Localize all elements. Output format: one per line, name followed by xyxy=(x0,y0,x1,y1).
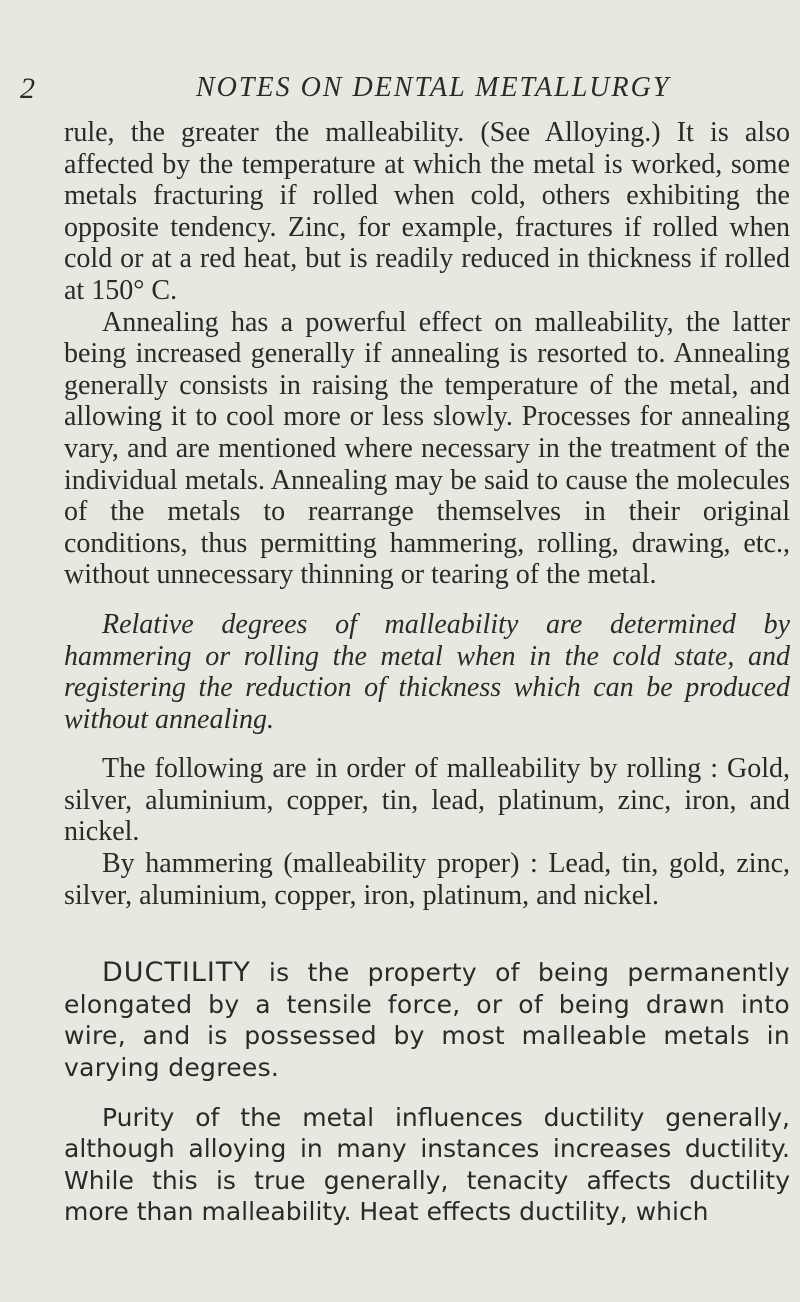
paragraph-annealing: Annealing has a powerful effect on malleability, the latter being increased generally if annealing is resorted to. Annealing generally consists in raising the temperature of the metal, and allowing it to cool more or less slowly. Processes for annealing vary, and are mentioned where necessary in the treatment of the individual metals. Annealing may be said to cause the molecules of the metals to rearrange themselves in their original conditions, thus permitting hammering, rolling, drawing, etc., without unnecessary thinning or tearing of the metal. xyxy=(64,306,790,591)
paragraph-rolling-order: The following are in order of malleability by rolling : Gold, silver, aluminium, copper, tin, lead, platinum, zinc, iron, and nickel. xyxy=(64,753,790,848)
paragraph-relative-degrees: Relative degrees of malleability are determined by hammering or rolling the metal when in the cold state, and registering the reduction of thickness which can be produced without annealing. xyxy=(64,608,790,735)
paragraph-temperature: rule, the greater the malleability. (See Alloying.) It is also affected by the temperature at which the metal is worked, some metals fracturing if rolled when cold, others exhibiting the opposite tendency. Zinc, for example, fractures if rolled when cold or at a red heat, but is readily reduced in thickness if rolled at 150° C. xyxy=(64,117,790,306)
paragraph-hammering-order: By hammering (malleability proper) : Lead, tin, gold, zinc, silver, aluminium, copper, iron, platinum, and nickel. xyxy=(64,848,790,911)
running-head xyxy=(20,72,790,112)
ductility-definition: is the property of being permanently elongated by a tensile force, or of being drawn into wire, and is possessed by most malleable metals in varying degrees. xyxy=(64,958,790,1083)
body-text xyxy=(64,117,790,1228)
running-title: NOTES ON DENTAL METALLURGY xyxy=(196,72,671,103)
ductility-term: DUCTILITY xyxy=(102,957,251,989)
paragraph-purity: Purity of the metal influences ductility generally, although alloying in many instances increases ductility. While this is true generally, tenacity affects ductility more than malleability. Heat effects ductility, which xyxy=(64,1102,790,1227)
page-number: 2 xyxy=(20,72,36,105)
paragraph-ductility-definition xyxy=(64,957,790,1083)
